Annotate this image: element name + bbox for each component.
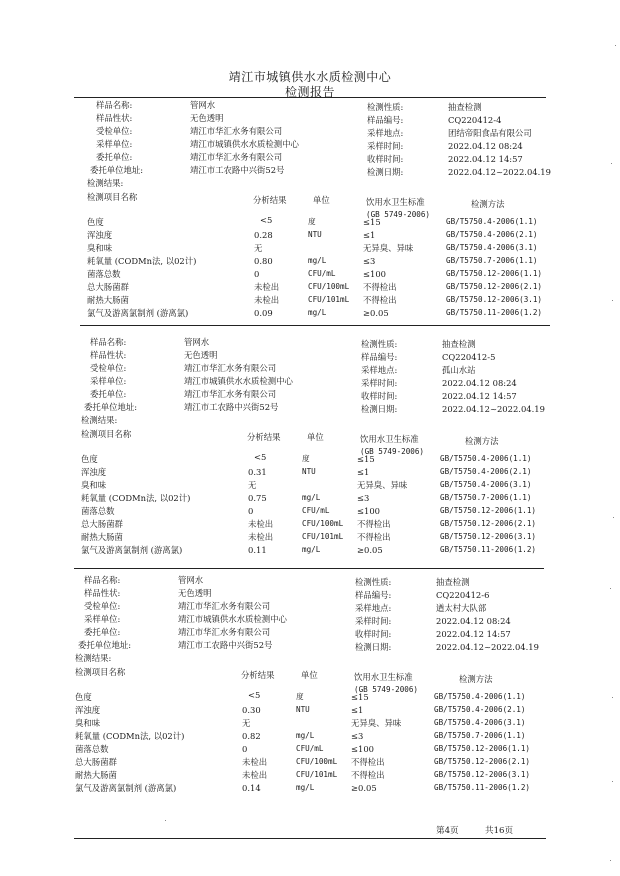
field-value-sample-nature: 无色透明: [190, 113, 224, 123]
field-label-client-unit: 委托单位:: [84, 627, 121, 637]
field-label-test-nature: 检测性质:: [361, 339, 398, 349]
item-result: 未检出: [248, 532, 274, 542]
field-label-sampling-site: 采样地点:: [355, 603, 392, 613]
field-label-client-address: 委托单位地址:: [84, 402, 138, 412]
item-name: 色度: [87, 217, 104, 227]
item-method: GB/T5750.4-2006(3.1): [446, 243, 538, 252]
field-value-client-unit: 靖江市华汇水务有限公司: [184, 389, 277, 399]
col-header-unit: 单位: [307, 432, 324, 442]
col-header-unit: 单位: [313, 195, 330, 205]
col-header-standard-code: (GB 5749-2006): [354, 685, 419, 694]
col-header-result: 分析结果: [253, 195, 287, 205]
item-unit: 度: [308, 217, 316, 226]
field-value-sample-name: 管网水: [178, 575, 204, 585]
field-label-receive-time: 收样时间:: [355, 629, 392, 639]
item-result: 0.28: [254, 230, 273, 240]
item-standard: ≤100: [363, 269, 387, 279]
test-results-label: 检测结果:: [87, 178, 124, 188]
item-standard: ≤1: [351, 705, 364, 715]
item-name: 菌落总数: [75, 744, 109, 754]
item-standard: ≤3: [351, 731, 364, 741]
item-name: 菌落总数: [87, 269, 121, 279]
item-method: GB/T5750.7-2006(1.1): [446, 256, 538, 265]
item-name: 浑浊度: [87, 230, 113, 240]
field-value-sampling-unit: 靖江市城镇供水水质检测中心: [190, 139, 299, 149]
item-result: 0.11: [248, 545, 267, 555]
item-standard: ≤1: [363, 230, 376, 240]
field-value-receive-time: 2022.04.12 14:57: [442, 391, 517, 401]
field-label-sample-name: 样品名称:: [84, 575, 121, 585]
item-method: GB/T5750.12-2006(3.1): [446, 295, 543, 304]
item-standard: 不得检出: [363, 282, 397, 292]
field-value-sample-no: CQ220412-6: [436, 590, 490, 600]
item-unit: CFU/mL: [308, 269, 336, 278]
field-value-inspected-unit: 靖江市华汇水务有限公司: [178, 601, 271, 611]
item-name: 菌落总数: [81, 506, 115, 516]
col-header-standard: 饮用水卫生标准: [354, 672, 413, 682]
item-standard: ≥0.05: [363, 308, 389, 318]
item-name: 总大肠菌群: [75, 757, 117, 767]
item-result: 未检出: [254, 282, 280, 292]
item-standard: 不得检出: [357, 532, 391, 542]
field-value-sampling-unit: 靖江市城镇供水水质检测中心: [184, 376, 293, 386]
field-value-receive-time: 2022.04.12 14:57: [448, 154, 523, 164]
item-result: 0.82: [242, 731, 261, 741]
item-result: 0.75: [248, 493, 267, 503]
item-standard: 无异臭、异味: [351, 718, 402, 728]
item-method: GB/T5750.7-2006(1.1): [434, 731, 526, 740]
item-unit: mg/L: [308, 256, 327, 265]
item-name: 耐热大肠菌: [81, 532, 123, 542]
item-name: 氯气及游离氯制剂 (游离氯): [75, 783, 177, 793]
item-standard: ≤100: [351, 744, 375, 754]
field-label-sampling-time: 采样时间:: [367, 141, 404, 151]
item-name: 耐热大肠菌: [75, 770, 117, 780]
field-label-test-date: 检测日期:: [355, 642, 392, 652]
item-standard: ≥0.05: [351, 783, 377, 793]
item-name: 臭和味: [87, 243, 113, 253]
item-unit: NTU: [302, 467, 316, 476]
field-label-sampling-time: 采样时间:: [361, 378, 398, 388]
field-label-sampling-unit: 采样单位:: [90, 376, 127, 386]
field-value-client-address: 靖江市工农路中兴街52号: [184, 402, 279, 412]
item-result: 无: [254, 243, 263, 253]
item-result: 0: [248, 506, 254, 516]
scan-speck: [612, 781, 613, 782]
item-result: 未检出: [242, 757, 268, 767]
field-value-test-date: 2022.04.12~2022.04.19: [442, 404, 545, 414]
field-value-sample-name: 管网水: [190, 100, 216, 110]
report-title: 检测报告: [284, 85, 335, 99]
field-value-inspected-unit: 靖江市华汇水务有限公司: [190, 126, 283, 136]
item-standard: ≤15: [357, 454, 375, 464]
field-value-client-unit: 靖江市华汇水务有限公司: [178, 627, 271, 637]
field-value-sampling-site: 团结帝阳食品有限公司: [448, 128, 532, 138]
field-label-client-unit: 委托单位:: [90, 389, 127, 399]
field-label-receive-time: 收样时间:: [367, 154, 404, 164]
item-standard: ≤100: [357, 506, 381, 516]
test-results-label: 检测结果:: [81, 415, 118, 425]
item-result: 0.09: [254, 308, 273, 318]
col-header-item: 检测项目名称: [81, 429, 132, 439]
item-method: GB/T5750.12-2006(2.1): [440, 519, 537, 528]
scan-speck: [610, 860, 611, 861]
item-standard: ≤15: [363, 217, 381, 227]
scan-speck: [613, 517, 614, 518]
item-result: 0.14: [242, 783, 261, 793]
item-name: 浑浊度: [81, 467, 107, 477]
col-header-item: 检测项目名称: [87, 192, 138, 202]
field-label-receive-time: 收样时间:: [361, 391, 398, 401]
item-standard: ≤15: [351, 692, 369, 702]
item-result: 0: [254, 269, 260, 279]
item-standard: 不得检出: [351, 770, 385, 780]
field-label-test-nature: 检测性质:: [355, 577, 392, 587]
field-value-sample-no: CQ220412-5: [442, 352, 496, 362]
field-label-sampling-site: 采样地点:: [367, 128, 404, 138]
item-method: GB/T5750.12-2006(2.1): [434, 757, 531, 766]
item-result: <5: [260, 215, 273, 225]
item-name: 氯气及游离氯制剂 (游离氯): [87, 308, 189, 318]
item-method: GB/T5750.12-2006(1.1): [434, 744, 531, 753]
item-unit: CFU/mL: [302, 506, 330, 515]
item-result: 未检出: [248, 519, 274, 529]
field-label-sampling-time: 采样时间:: [355, 616, 392, 626]
col-header-standard: 饮用水卫生标准: [360, 434, 419, 444]
item-name: 耐热大肠菌: [87, 295, 129, 305]
col-header-standard: 饮用水卫生标准: [366, 197, 425, 207]
item-method: GB/T5750.12-2006(1.1): [446, 269, 543, 278]
item-unit: mg/L: [296, 731, 315, 740]
field-value-sample-nature: 无色透明: [184, 350, 218, 360]
item-name: 臭和味: [81, 480, 107, 490]
field-label-client-address: 委托单位地址:: [90, 165, 144, 175]
field-label-sample-no: 样品编号:: [367, 115, 404, 125]
field-label-inspected-unit: 受检单位:: [96, 126, 133, 136]
item-method: GB/T5750.12-2006(3.1): [440, 532, 537, 541]
item-standard: 不得检出: [357, 519, 391, 529]
item-standard: 不得检出: [363, 295, 397, 305]
field-label-inspected-unit: 受检单位:: [90, 363, 127, 373]
item-name: 总大肠菌群: [81, 519, 123, 529]
item-standard: 无异臭、异味: [363, 243, 414, 253]
field-value-client-address: 靖江市工农路中兴街52号: [190, 165, 285, 175]
field-value-inspected-unit: 靖江市华汇水务有限公司: [184, 363, 277, 373]
col-header-standard-code: (GB 5749-2006): [366, 210, 431, 219]
field-value-sample-no: CQ220412-4: [448, 115, 502, 125]
field-label-test-date: 检测日期:: [361, 404, 398, 414]
field-value-test-date: 2022.04.12~2022.04.19: [436, 642, 539, 652]
item-unit: mg/L: [308, 308, 327, 317]
col-header-result: 分析结果: [241, 670, 275, 680]
scan-speck: [165, 820, 166, 821]
item-name: 耗氧量 (CODMn法, 以02计): [75, 731, 185, 741]
field-value-sample-name: 管网水: [184, 337, 210, 347]
item-name: 耗氧量 (CODMn法, 以02计): [87, 256, 197, 266]
item-result: <5: [248, 690, 261, 700]
test-results-label: 检测结果:: [75, 653, 112, 663]
item-result: <5: [254, 452, 267, 462]
item-unit: CFU/100mL: [296, 757, 338, 766]
field-label-inspected-unit: 受检单位:: [84, 601, 121, 611]
field-value-test-nature: 抽查检测: [448, 102, 482, 112]
item-name: 总大肠菌群: [87, 282, 129, 292]
field-value-sample-nature: 无色透明: [178, 588, 212, 598]
item-result: 0.80: [254, 256, 273, 266]
item-unit: CFU/mL: [296, 744, 324, 753]
item-method: GB/T5750.12-2006(3.1): [434, 770, 531, 779]
item-unit: CFU/101mL: [302, 532, 344, 541]
field-label-sampling-unit: 采样单位:: [96, 139, 133, 149]
item-unit: mg/L: [296, 783, 315, 792]
field-label-sampling-site: 采样地点:: [361, 365, 398, 375]
item-method: GB/T5750.11-2006(1.2): [440, 545, 537, 554]
col-header-unit: 单位: [301, 670, 318, 680]
item-unit: NTU: [296, 705, 310, 714]
item-method: GB/T5750.4-2006(2.1): [446, 230, 538, 239]
field-value-sampling-site: 孤山水站: [442, 365, 476, 375]
item-standard: ≤1: [357, 467, 370, 477]
field-label-sample-name: 样品名称:: [96, 100, 133, 110]
item-method: GB/T5750.12-2006(1.1): [440, 506, 537, 515]
item-method: GB/T5750.4-2006(1.1): [434, 692, 526, 701]
item-result: 无: [248, 480, 257, 490]
item-name: 耗氧量 (CODMn法, 以02计): [81, 493, 191, 503]
page-number: 第4页: [436, 826, 459, 836]
item-name: 色度: [75, 692, 92, 702]
item-standard: ≤3: [363, 256, 376, 266]
col-header-method: 检测方法: [459, 674, 493, 684]
item-name: 浑浊度: [75, 705, 101, 715]
item-method: GB/T5750.4-2006(1.1): [440, 454, 532, 463]
field-value-test-date: 2022.04.12~2022.04.19: [448, 167, 551, 177]
item-result: 0: [242, 744, 248, 754]
col-header-result: 分析结果: [247, 432, 281, 442]
item-method: GB/T5750.4-2006(2.1): [434, 705, 526, 714]
item-result: 0.31: [248, 467, 267, 477]
field-label-sample-nature: 样品性状:: [96, 113, 133, 123]
item-method: GB/T5750.4-2006(3.1): [440, 480, 532, 489]
scan-speck: [610, 588, 611, 589]
col-header-method: 检测方法: [471, 199, 505, 209]
item-unit: 度: [302, 454, 310, 463]
field-label-sample-name: 样品名称:: [90, 337, 127, 347]
field-label-sampling-unit: 采样单位:: [84, 614, 121, 624]
item-result: 未检出: [254, 295, 280, 305]
field-value-sampling-site: 遒太村大队部: [436, 603, 487, 613]
item-name: 臭和味: [75, 718, 101, 728]
field-value-sampling-unit: 靖江市城镇供水水质检测中心: [178, 614, 287, 624]
field-label-test-nature: 检测性质:: [367, 102, 404, 112]
field-label-sample-no: 样品编号:: [361, 352, 398, 362]
footer-rule: [74, 838, 546, 839]
item-result: 0.30: [242, 705, 261, 715]
item-method: GB/T5750.4-2006(1.1): [446, 217, 538, 226]
item-standard: ≥0.05: [357, 545, 383, 555]
field-label-test-date: 检测日期:: [367, 167, 404, 177]
field-value-sampling-time: 2022.04.12 08:24: [448, 141, 523, 151]
item-standard: 不得检出: [351, 757, 385, 767]
field-label-client-address: 委托单位地址:: [78, 640, 132, 650]
item-standard: ≤3: [357, 493, 370, 503]
item-result: 未检出: [242, 770, 268, 780]
item-unit: CFU/101mL: [296, 770, 338, 779]
field-label-sample-no: 样品编号:: [355, 590, 392, 600]
scan-speck: [612, 697, 613, 698]
field-value-test-nature: 抽查检测: [436, 577, 470, 587]
scan-speck: [612, 300, 613, 301]
field-value-sampling-time: 2022.04.12 08:24: [442, 378, 517, 388]
col-header-standard-code: (GB 5749-2006): [360, 447, 425, 456]
field-value-client-unit: 靖江市华汇水务有限公司: [190, 152, 283, 162]
item-unit: 度: [296, 692, 304, 701]
item-unit: NTU: [308, 230, 322, 239]
field-value-test-nature: 抽查检测: [442, 339, 476, 349]
field-label-client-unit: 委托单位:: [96, 152, 133, 162]
item-method: GB/T5750.11-2006(1.2): [446, 308, 543, 317]
scan-speck: [611, 163, 612, 164]
col-header-method: 检测方法: [465, 436, 499, 446]
item-method: GB/T5750.4-2006(3.1): [434, 718, 526, 727]
item-method: GB/T5750.12-2006(2.1): [446, 282, 543, 291]
org-title: 靖江市城镇供水水质检测中心: [228, 70, 392, 84]
item-method: GB/T5750.4-2006(2.1): [440, 467, 532, 476]
field-value-receive-time: 2022.04.12 14:57: [436, 629, 511, 639]
item-unit: CFU/101mL: [308, 295, 350, 304]
item-result: 无: [242, 718, 251, 728]
col-header-item: 检测项目名称: [75, 667, 126, 677]
item-unit: mg/L: [302, 545, 321, 554]
item-standard: 无异臭、异味: [357, 480, 408, 490]
item-unit: CFU/100mL: [302, 519, 344, 528]
page-total: 共16页: [485, 826, 514, 836]
item-unit: CFU/100mL: [308, 282, 350, 291]
scan-speck: [615, 45, 616, 46]
field-value-sampling-time: 2022.04.12 08:24: [436, 616, 511, 626]
item-unit: mg/L: [302, 493, 321, 502]
item-name: 色度: [81, 454, 98, 464]
field-value-client-address: 靖江市工农路中兴街52号: [178, 640, 273, 650]
field-label-sample-nature: 样品性状:: [90, 350, 127, 360]
item-method: GB/T5750.7-2006(1.1): [440, 493, 532, 502]
item-name: 氯气及游离氯制剂 (游离氯): [81, 545, 183, 555]
item-method: GB/T5750.11-2006(1.2): [434, 783, 531, 792]
field-label-sample-nature: 样品性状:: [84, 588, 121, 598]
